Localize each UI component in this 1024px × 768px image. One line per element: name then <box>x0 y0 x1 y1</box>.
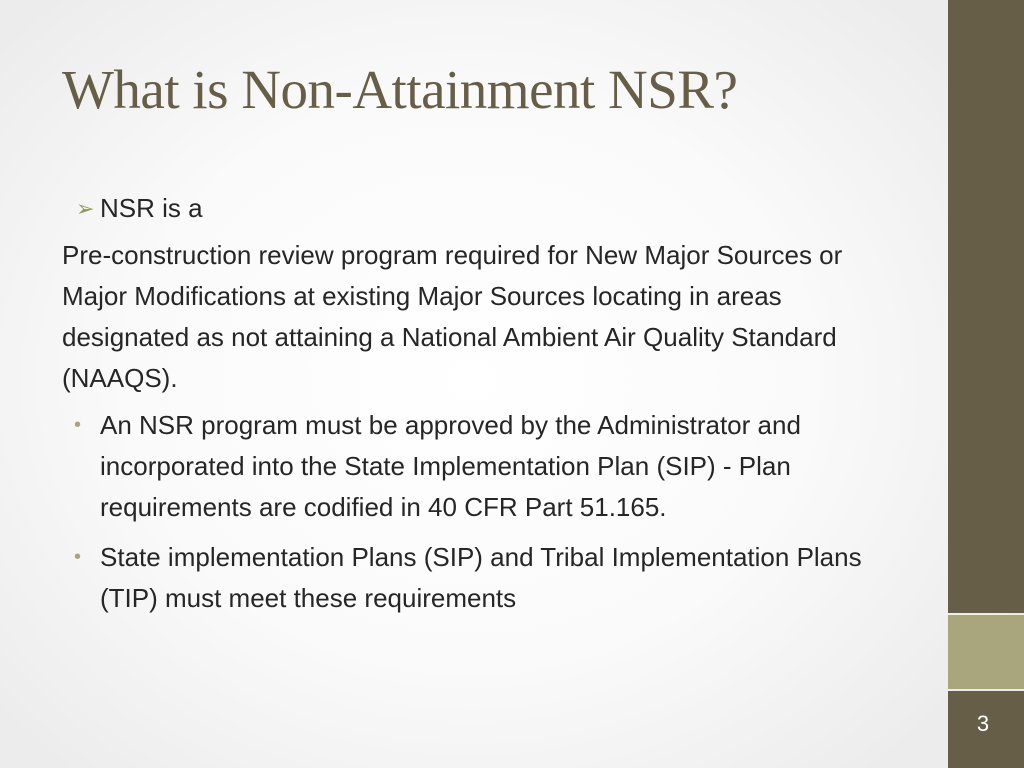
sidebar-light-block <box>948 615 1024 689</box>
arrow-right-icon: ➢ <box>76 196 95 221</box>
bullet-text: State implementation Plans (SIP) and Tribal Implementation Plans (TIP) must meet these requirements <box>100 542 862 613</box>
definition-paragraph: Pre-construction review program required for New Major Sources or Major Modifications at existing Major Sources locating in areas designated as not attaining a National Ambient Air Quality Standard (NAAQS). <box>62 240 843 393</box>
bullet-list <box>62 405 892 619</box>
bullet-item <box>62 537 890 619</box>
slide-title: What is Non-Attainment NSR? <box>62 59 738 120</box>
slide-number: 3 <box>976 711 990 736</box>
bullet-dot-icon: • <box>74 546 82 568</box>
slide-body <box>62 188 892 628</box>
bullet-dot-icon: • <box>74 414 82 436</box>
sidebar-dark-block <box>948 0 1024 613</box>
arrow-list-item <box>76 188 892 229</box>
bullet-item <box>62 405 890 528</box>
arrow-item-text: NSR is a <box>100 193 203 223</box>
bullet-text: An NSR program must be approved by the Administrator and incorporated into the State Implementation Plan (SIP) - Plan requirements are codified in 40 CFR Part 51.165. <box>100 410 801 522</box>
